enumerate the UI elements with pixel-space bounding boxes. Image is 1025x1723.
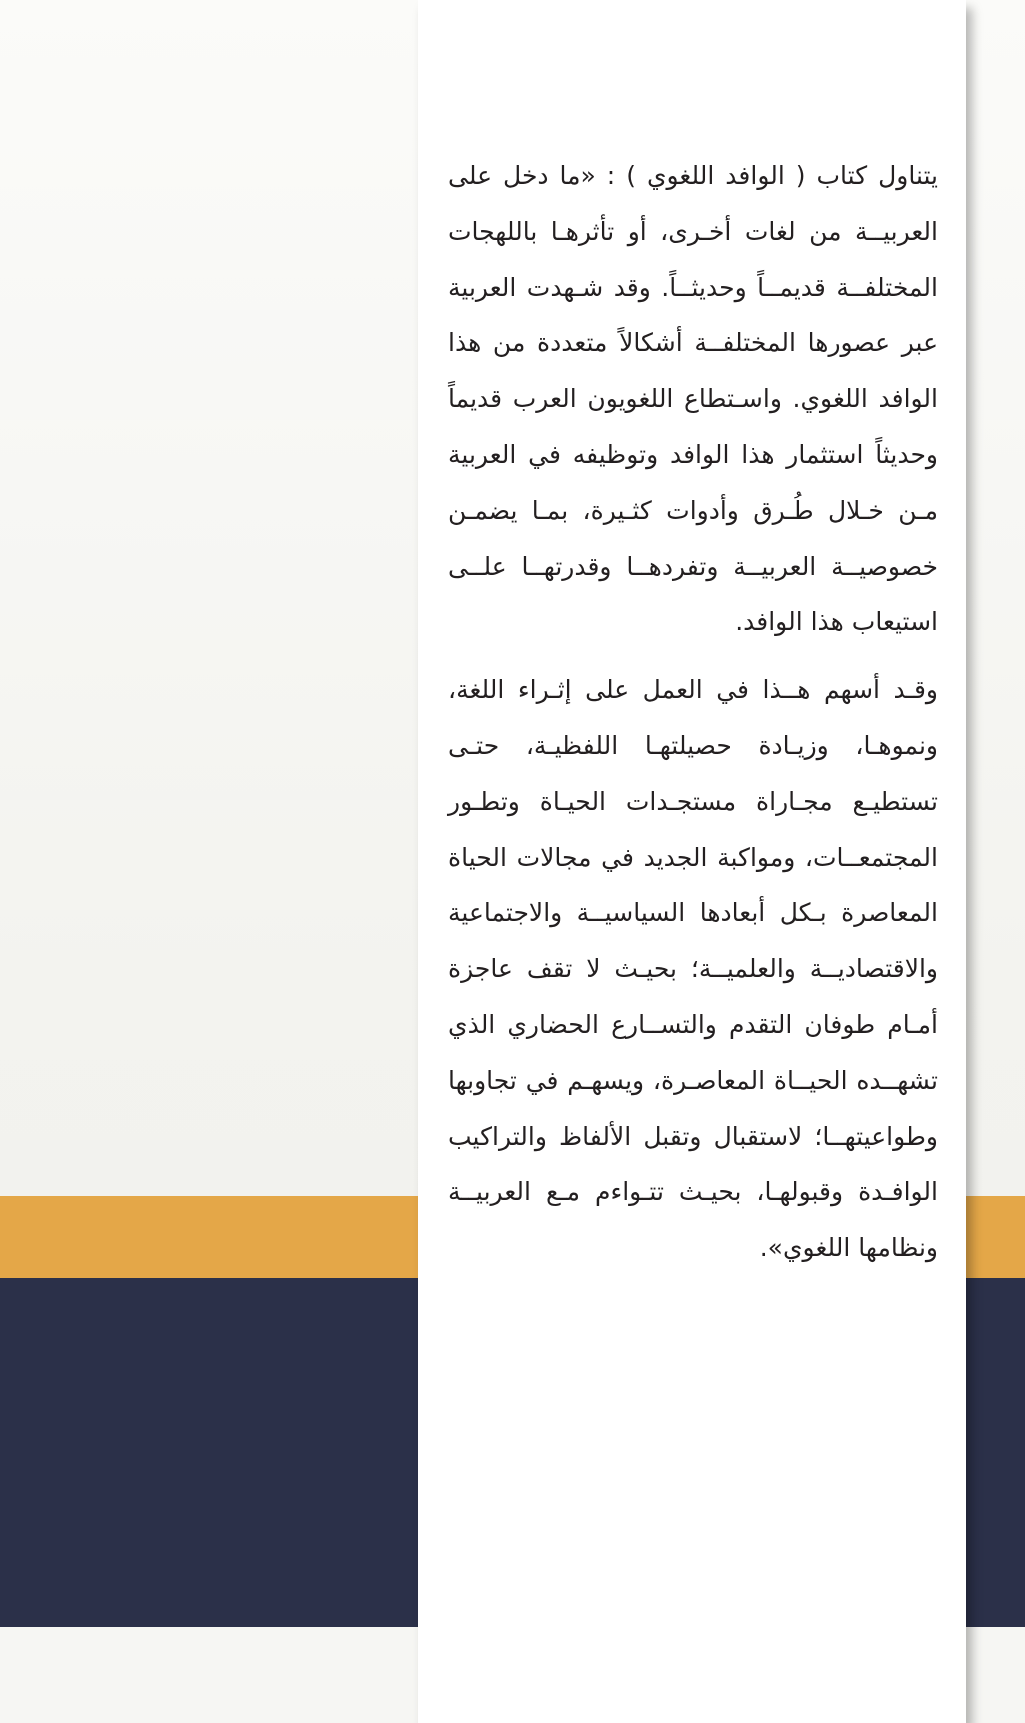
blurb-text xyxy=(418,148,966,1276)
blurb-paragraph-1: يتناول كتاب ( الوافد اللغوي ) : «ما دخل على العربيــة من لغات أخـرى، أو تأثرهـا باللهجات المختلفــة قديمــاً وحديثــاً. وقد شـهدت العربية عبر عصورها المختلفــة أشكالاً متعددة من هذا الوافد اللغوي. واسـتطاع اللغويون العرب قديماً وحديثاً استثمار هذا الوافد وتوظيفه في العربية مـن خـلال طُـرق وأدوات كثـيرة، بمـا يضمـن خصوصيــة العربيــة وتفردهــا وقدرتهــا علــى استيعاب هذا الوافد. xyxy=(448,161,938,637)
blurb-card xyxy=(418,0,966,1723)
blurb-paragraph-2: وقـد أسهم هــذا في العمل على إثـراء اللغة، ونموهـا، وزيـادة حصيلتهـا اللفظيـة، حتـى تستطيـع مجـاراة مستجـدات الحيـاة وتطـور المجتمعــات، ومواكبة الجديد في مجالات الحياة المعاصرة بـكل أبعادها السياسيــة والاجتماعية والاقتصاديــة والعلميــة؛ بحيـث لا تقف عاجزة أمـام طوفان التقدم والتســارع الحضاري الذي تشهــده الحيــاة المعاصـرة، ويسهـم في تجاوبها وطواعيتهــا؛ لاستقبال وتقبل الألفاظ والتراكيب الوافـدة وقبولهـا، بحيـث تتـواءم مـع العربيــة ونظامها اللغوي». xyxy=(448,675,938,1263)
